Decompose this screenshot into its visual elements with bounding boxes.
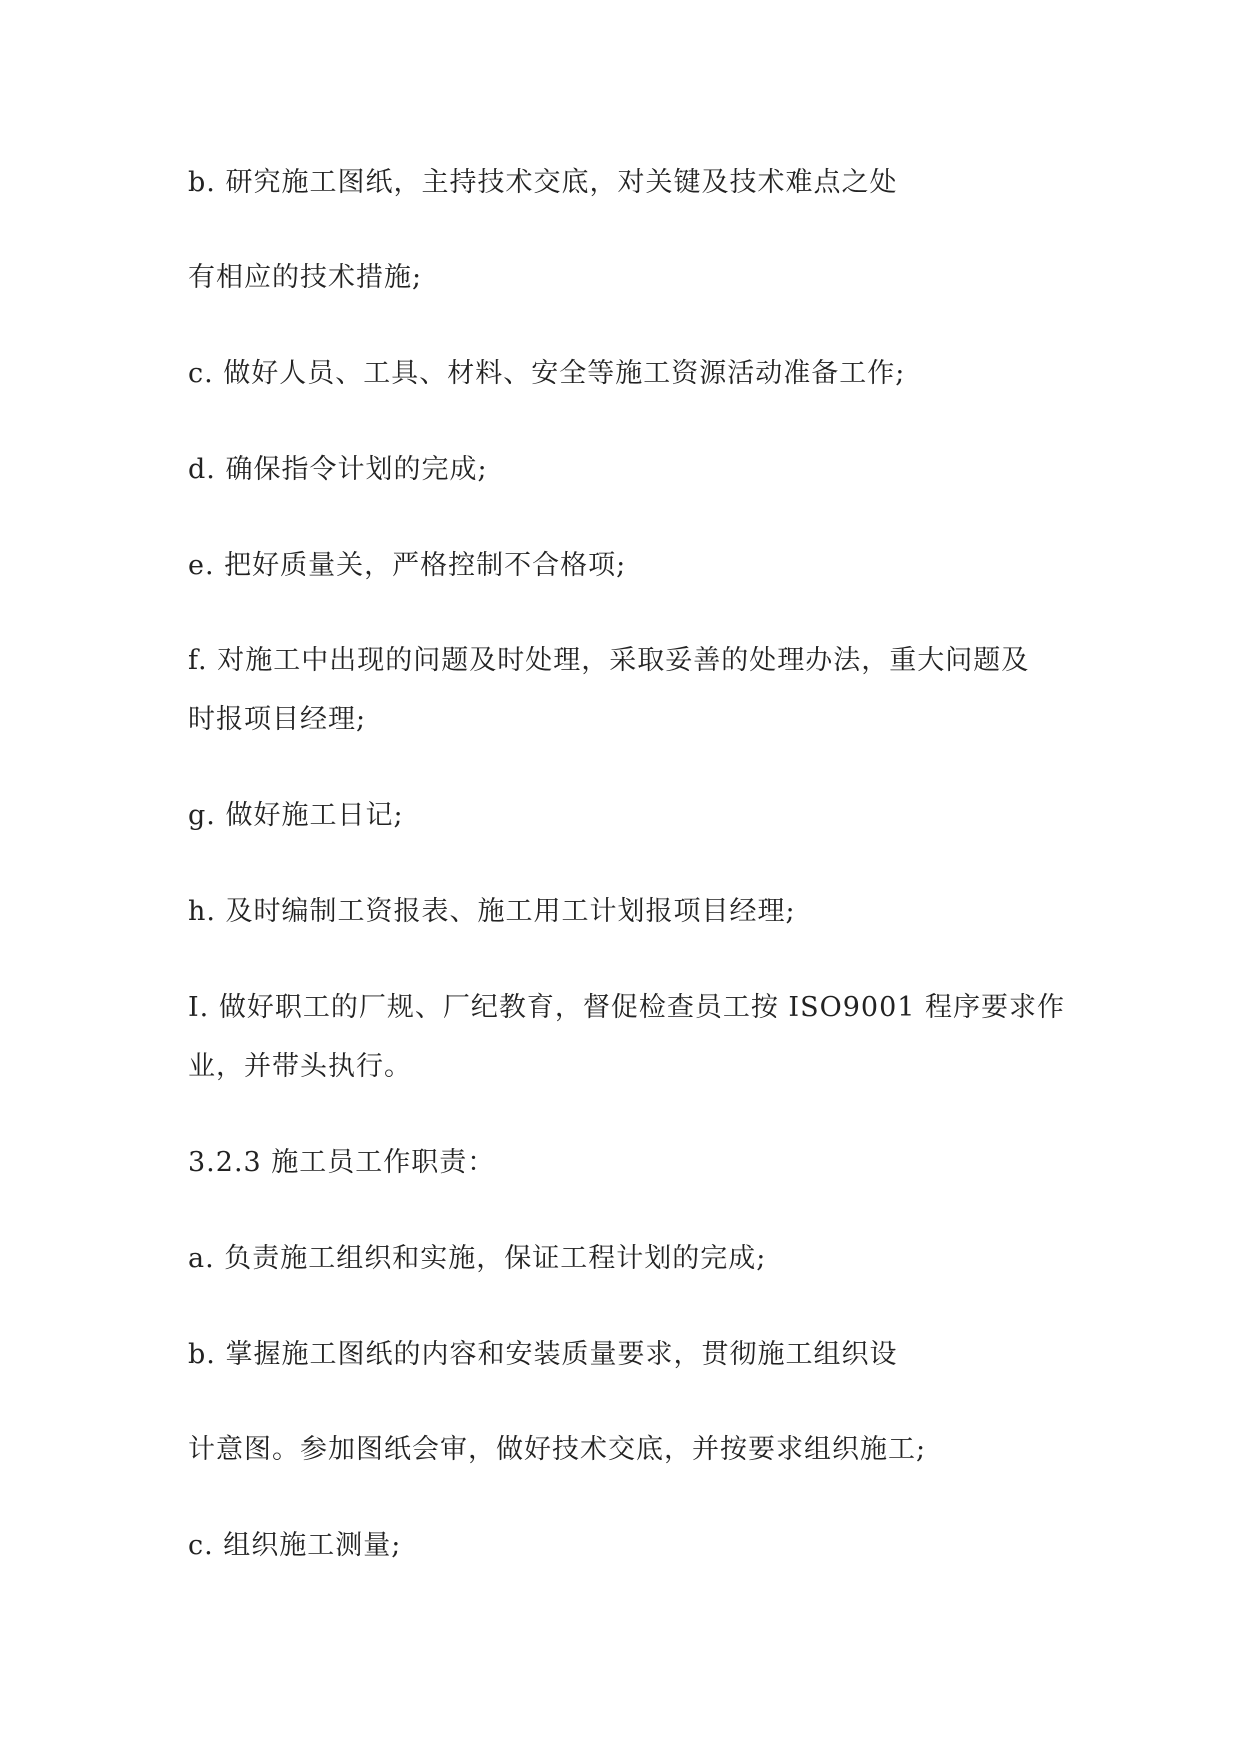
text-line: d. 确保指令计划的完成; bbox=[188, 454, 488, 485]
text-line: 计意图。参加图纸会审，做好技术交底，并按要求组织施工; bbox=[188, 1434, 927, 1465]
text-line: f. 对施工中出现的问题及时处理，采取妥善的处理办法，重大问题及 bbox=[188, 645, 1030, 676]
text-line: a. 负责施工组织和实施，保证工程计划的完成; bbox=[188, 1243, 767, 1274]
text-line: c. 组织施工测量; bbox=[188, 1530, 402, 1561]
text-line: 时报项目经理; bbox=[188, 704, 367, 735]
text-line: b. 掌握施工图纸的内容和安装质量要求，贯彻施工组织设 bbox=[188, 1339, 898, 1370]
text-line: 业，并带头执行。 bbox=[188, 1051, 412, 1082]
text-line: I. 做好职工的厂规、厂纪教育，督促检查员工按 ISO9001 程序要求作 bbox=[188, 992, 1066, 1023]
text-line: b. 研究施工图纸，主持技术交底，对关键及技术难点之处 bbox=[188, 167, 898, 198]
text-line: g. 做好施工日记; bbox=[188, 800, 404, 831]
section-heading: 3.2.3 施工员工作职责： bbox=[188, 1147, 496, 1178]
text-line: e. 把好质量关，严格控制不合格项; bbox=[188, 550, 627, 581]
text-line: h. 及时编制工资报表、施工用工计划报项目经理; bbox=[188, 896, 796, 927]
text-line: 有相应的技术措施; bbox=[188, 262, 423, 293]
text-line: c. 做好人员、工具、材料、安全等施工资源活动准备工作; bbox=[188, 358, 906, 389]
